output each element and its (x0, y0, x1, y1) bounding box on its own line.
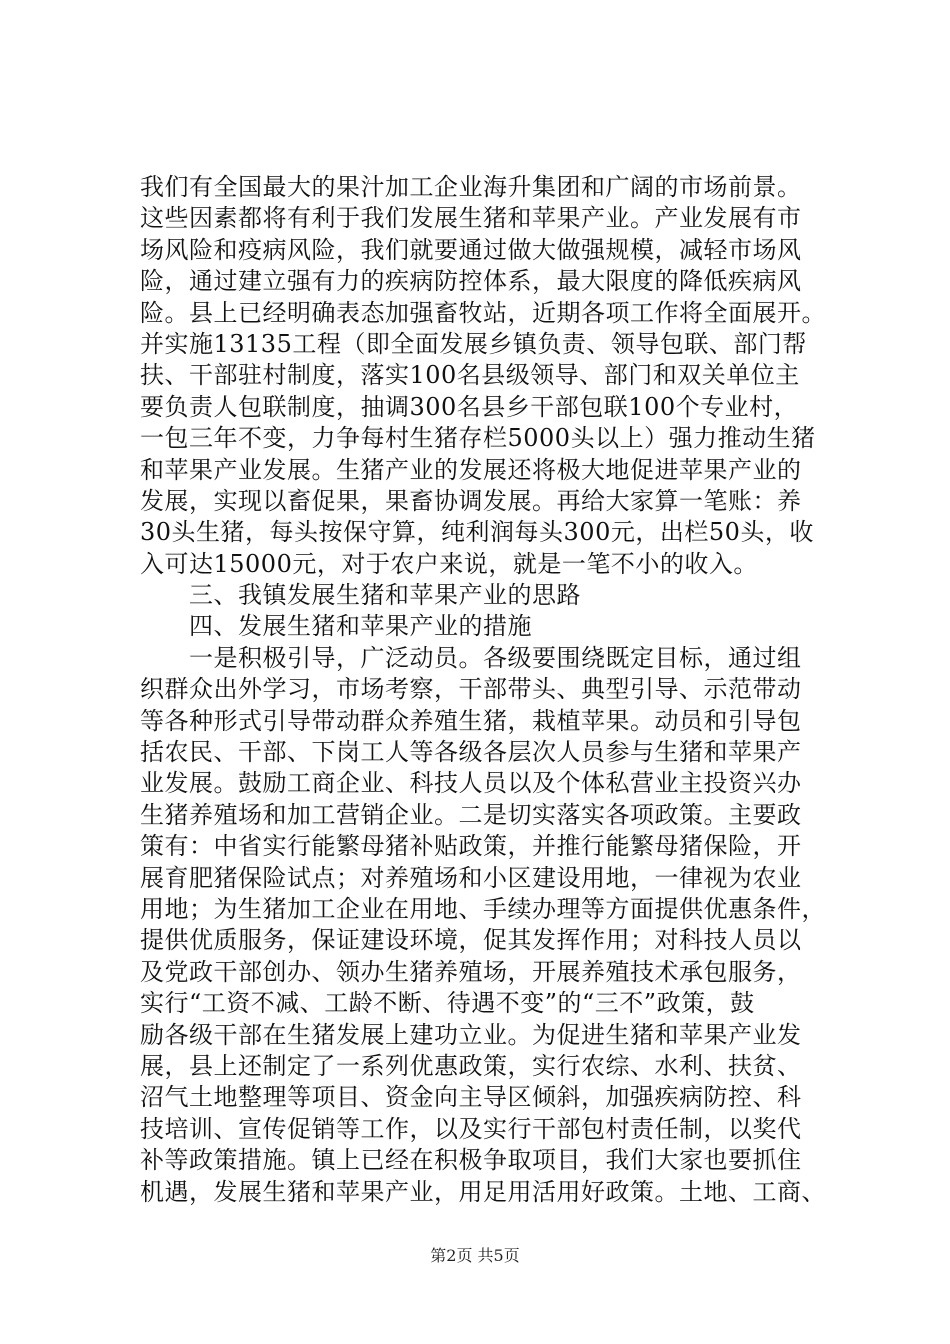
text-line: 实行“工资不减、工龄不断、待遇不变”的“三不”政策，鼓 (140, 989, 755, 1018)
text-line: 一是积极引导，广泛动员。各级要围绕既定目标，通过组 (140, 643, 802, 672)
document-body (140, 172, 860, 1208)
text-line: 业发展。鼓励工商企业、科技人员以及个体私营业主投资兴办 (140, 769, 802, 798)
text-line: 提供优质服务，保证建设环境，促其发挥作用；对科技人员以 (140, 926, 802, 955)
text-line: 生猪养殖场和加工营销企业。二是切实落实各项政策。主要政 (140, 800, 802, 829)
text-line: 扶、干部驻村制度，落实100名县级领导、部门和双关单位主 (140, 361, 800, 390)
section-heading: 三、我镇发展生猪和苹果产业的思路 (140, 581, 581, 610)
text-line: 30头生猪，每头按保守算，纯利润每头300元，出栏50头，收 (140, 518, 814, 547)
text-line: 织群众出外学习，市场考察，干部带头、典型引导、示范带动 (140, 675, 802, 704)
section-heading: 四、发展生猪和苹果产业的措施 (140, 612, 532, 641)
text-line: 沼气土地整理等项目、资金向主导区倾斜，加强疾病防控、科 (140, 1083, 802, 1112)
text-line: 险。县上已经明确表态加强畜牧站，近期各项工作将全面展开。 (140, 298, 826, 327)
text-line: 这些因素都将有利于我们发展生猪和苹果产业。产业发展有市 (140, 204, 802, 233)
text-line: 技培训、宣传促销等工作，以及实行干部包村责任制，以奖代 (140, 1114, 802, 1143)
text-line: 用地；为生猪加工企业在用地、手续办理等方面提供优惠条件， (140, 894, 826, 923)
page-number-footer: 第2页 共5页 (430, 1246, 520, 1265)
text-line: 等各种形式引导带动群众养殖生猪，栽植苹果。动员和引导包 (140, 706, 802, 735)
text-line: 场风险和疫病风险，我们就要通过做大做强规模，减轻市场风 (140, 235, 802, 264)
text-line: 策有：中省实行能繁母猪补贴政策，并推行能繁母猪保险，开 (140, 832, 802, 861)
text-line: 机遇，发展生猪和苹果产业，用足用活用好政策。土地、工商、 (140, 1177, 826, 1206)
text-line: 和苹果产业发展。生猪产业的发展还将极大地促进苹果产业的 (140, 455, 802, 484)
text-line: 一包三年不变，力争每村生猪存栏5000头以上）强力推动生猪 (140, 424, 816, 453)
text-line: 展，县上还制定了一系列优惠政策，实行农综、水利、扶贫、 (140, 1051, 802, 1080)
text-line: 展育肥猪保险试点；对养殖场和小区建设用地，一律视为农业 (140, 863, 802, 892)
text-line: 险，通过建立强有力的疾病防控体系，最大限度的降低疾病风 (140, 267, 802, 296)
text-line: 发展，实现以畜促果，果畜协调发展。再给大家算一笔账：养 (140, 486, 802, 515)
text-line: 励各级干部在生猪发展上建功立业。为促进生猪和苹果产业发 (140, 1020, 802, 1049)
text-line: 我们有全国最大的果汁加工企业海升集团和广阔的市场前景。 (140, 173, 802, 201)
text-line: 括农民、干部、下岗工人等各级各层次人员参与生猪和苹果产 (140, 738, 802, 767)
text-line: 入可达15000元，对于农户来说，就是一笔不小的收入。 (140, 549, 758, 578)
text-line: 并实施13135工程（即全面发展乡镇负责、领导包联、部门帮 (140, 329, 807, 358)
text-line: 补等政策措施。镇上已经在积极争取项目，我们大家也要抓住 (140, 1146, 802, 1175)
text-line: 及党政干部创办、领办生猪养殖场，开展养殖技术承包服务， (140, 957, 802, 986)
text-line: 要负责人包联制度，抽调300名县乡干部包联100个专业村， (140, 392, 799, 421)
